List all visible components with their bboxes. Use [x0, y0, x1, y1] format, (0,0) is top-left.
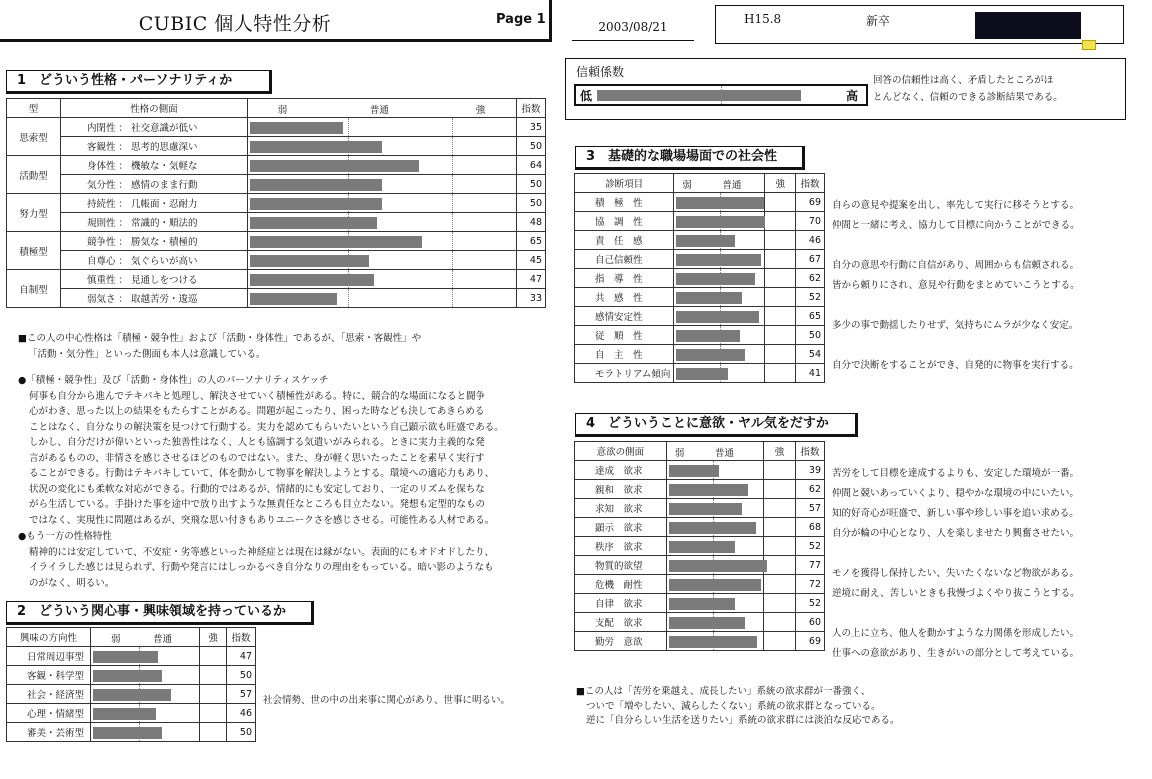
- col-motivation: 意欲の側面: [575, 442, 667, 461]
- redacted-name-block: [975, 12, 1081, 39]
- item-label: 危機 耐性: [575, 575, 667, 594]
- bar-cell: [666, 556, 763, 575]
- sketch-line: 何事も自分から進んでテキパキと処理し、解決させていく積極性がある。特に、競合的な場面になると闘争: [29, 390, 486, 402]
- item-label: 求知 欲求: [575, 499, 667, 518]
- table-row: [575, 269, 825, 288]
- item-label: 感情安定性: [575, 307, 674, 326]
- score-bar: [676, 235, 735, 247]
- document-title: CUBIC 個人特性分析: [138, 13, 332, 35]
- bar-cell: [666, 537, 763, 556]
- item-comment: 苦労をして目標を達成するよりも、安定した環境が一番。: [832, 468, 1080, 479]
- score-value: 60: [796, 613, 825, 632]
- col-strong: 強: [765, 174, 796, 193]
- score-value: 50: [516, 175, 545, 194]
- score-value: 69: [796, 632, 825, 651]
- sketch-line: ではなく、実現性に問題はあるが、突飛な思い付きもありユニークさを感じさせる。可能性ある人材である。: [29, 514, 495, 526]
- score-bar: [250, 179, 382, 191]
- bar-cell: [674, 193, 765, 212]
- section-3-title: 3 基礎的な職場場面での社会性: [575, 146, 805, 170]
- item-label: 顕示 欲求: [575, 518, 667, 537]
- table-row: [7, 270, 546, 289]
- score-bar: [676, 273, 755, 285]
- bar-cell: [666, 632, 763, 651]
- score-value: 41: [796, 364, 825, 383]
- score-bar: [676, 254, 761, 266]
- bar-cell: [247, 175, 516, 194]
- item-label: 自律 欲求: [575, 594, 667, 613]
- bar-cell: [674, 269, 765, 288]
- score-value: 46: [227, 704, 256, 723]
- table-row: [7, 232, 546, 251]
- section-1-title: 1 どういう性格・パーソナリティか: [6, 70, 272, 94]
- sketch-line: しかし、自分だけが偉いといった独善性はなく、人とも協調する気遣いがみられる。ときに実力主義的な発: [29, 437, 485, 448]
- table-row: [575, 307, 825, 326]
- bar-cell: [90, 647, 199, 666]
- bar-cell: [674, 250, 765, 269]
- reliability-label: 信頼係数: [576, 65, 625, 79]
- score-bar: [93, 651, 158, 663]
- sketch-line: 心がわき、思った以上の結果をもたらすことがある。問題が起こったり、困った時なども決してあきらめる: [29, 406, 485, 417]
- col-diagnosis: 診断項目: [575, 174, 674, 193]
- item-label: 従 順 性: [575, 326, 674, 345]
- item-label: 勤労 意欲: [575, 632, 667, 651]
- score-bar: [676, 311, 759, 323]
- item-comment: 逆境に耐え、苦しいときも我慢づよくやり抜こうとする。: [832, 588, 1080, 599]
- bar-cell: [90, 666, 199, 685]
- score-bar: [676, 368, 728, 380]
- personality-summary: ■この人の中心性格は「積極・競争性」および「活動・身体性」であるが、「思索・客観性」や 「活動・気分性」といった側面も本人は意識している。: [18, 333, 422, 360]
- score-bar: [669, 617, 745, 629]
- bar-cell: [247, 194, 516, 213]
- score-bar: [93, 708, 156, 720]
- col-index: 指数: [227, 628, 256, 647]
- bar-cell: [247, 156, 516, 175]
- sketch-line: 状況の変化にも柔軟な対応ができる。行動的ではあるが、情緒的にも安定しており、一定のリズムを保ちな: [29, 483, 485, 495]
- col-scale: 弱 普通: [666, 442, 763, 461]
- table-row: [575, 461, 825, 480]
- bar-cell: [247, 232, 516, 251]
- item-label: 日常周辺事型: [7, 647, 91, 666]
- table-row: [7, 137, 546, 156]
- sketch-line: 言があるものの、非情さを感じさせるほどのものではない。また、身が軽く思いたったことを素早く実行す: [29, 452, 485, 464]
- score-value: 46: [796, 231, 825, 250]
- table-row: [7, 175, 546, 194]
- aspect-label: 弱気さ ： 取越苦労・逡巡: [60, 289, 247, 308]
- bar-cell: [666, 518, 763, 537]
- item-comment: 自分が輪の中心となり、人を楽しませたり興奮させたい。: [832, 528, 1080, 539]
- table-row: [575, 594, 825, 613]
- score-bar: [250, 293, 337, 305]
- score-bar: [669, 503, 742, 515]
- score-value: 67: [796, 250, 825, 269]
- table-row: [575, 231, 825, 250]
- score-value: 50: [796, 326, 825, 345]
- table-row: [7, 685, 256, 704]
- score-bar: [93, 727, 162, 739]
- item-label: 積 極 性: [575, 193, 674, 212]
- table-row: [575, 193, 825, 212]
- table-row: [575, 345, 825, 364]
- item-label: 審美・芸術型: [7, 723, 91, 742]
- table-row: [7, 704, 256, 723]
- score-value: 65: [516, 232, 545, 251]
- table-row: [575, 613, 825, 632]
- bar-cell: [666, 461, 763, 480]
- bar-cell: [666, 480, 763, 499]
- score-bar: [250, 122, 343, 134]
- col-strong: 強: [200, 628, 227, 647]
- score-bar: [669, 541, 735, 553]
- table-row: [575, 499, 825, 518]
- bar-cell: [674, 288, 765, 307]
- motivation-summary: ■この人は「苦労を乗越え、成長したい」系統の欲求群が一番強く、 ついで「増やしたい、減らしたくない」系統の欲求群となっている。 逆に「自分らしい生活を送りたい」系統の欲求群には淡泊な反応である。: [576, 686, 900, 726]
- section-4-title: 4 どういうことに意欲・ヤル気をだすか: [575, 413, 858, 437]
- score-bar: [250, 217, 377, 229]
- reliability-high: 高: [846, 89, 859, 103]
- motivation-table: [574, 441, 825, 651]
- bar-cell: [247, 118, 516, 137]
- score-bar: [250, 236, 422, 248]
- section-2-title: 2 どういう関心事・興味領域を持っているか: [6, 601, 314, 625]
- score-value: 50: [516, 137, 545, 156]
- bar-cell: [247, 137, 516, 156]
- col-scale: [247, 99, 516, 118]
- item-comment: 仕事への意欲があり、生きがいの部分として考えている。: [832, 648, 1080, 659]
- item-label: 物質的欲望: [575, 556, 667, 575]
- score-value: 65: [796, 307, 825, 326]
- col-index: 指数: [516, 99, 545, 118]
- aspect-label: 内閉性 ： 社交意識が低い: [60, 118, 247, 137]
- table-row: [575, 537, 825, 556]
- personality-table: [6, 98, 546, 308]
- score-value: 45: [516, 251, 545, 270]
- aspect-label: 慎重性 ： 見通しをつける: [60, 270, 247, 289]
- score-bar: [669, 484, 748, 496]
- score-value: 52: [796, 288, 825, 307]
- score-bar: [676, 292, 742, 304]
- item-label: 指 導 性: [575, 269, 674, 288]
- score-value: 70: [796, 212, 825, 231]
- score-value: 33: [516, 289, 545, 308]
- score-value: 77: [796, 556, 825, 575]
- score-bar: [250, 255, 369, 267]
- other-line: 精神的には安定していて、不安症・劣等感といった神経症とは現在は縁がない。表面的にもオドオドしたり、: [29, 546, 495, 558]
- score-bar: [676, 197, 764, 209]
- item-comment: 自らの意見や提案を出し、率先して実行に移そうとする。: [832, 200, 1080, 211]
- group-label: 活動型: [7, 156, 61, 194]
- item-label: 共 感 性: [575, 288, 674, 307]
- score-value: 50: [227, 723, 256, 742]
- col-interest: 興味の方向性: [7, 628, 91, 647]
- table-row: [7, 289, 546, 308]
- item-label: モラトリアム傾向: [575, 364, 674, 383]
- group-label: 努力型: [7, 194, 61, 232]
- page-number: Page 1: [496, 12, 546, 27]
- header-period: H15.8: [744, 12, 782, 26]
- score-value: 47: [227, 647, 256, 666]
- item-comment: 人の上に立ち、他人を動かすような力関係を形成したい。: [832, 628, 1080, 639]
- score-value: 68: [796, 518, 825, 537]
- item-label: 責 任 感: [575, 231, 674, 250]
- bar-cell: [666, 575, 763, 594]
- bar-cell: [247, 213, 516, 232]
- other-line: イライラした感じは見られず、行動や発言にはしっかるべき自分なりの理由をもっている。暗い影のようなも: [29, 562, 494, 573]
- table-row: [575, 518, 825, 537]
- score-value: 69: [796, 193, 825, 212]
- col-scale: 弱 普通: [674, 174, 765, 193]
- group-label: 思索型: [7, 118, 61, 156]
- col-type: 型: [7, 99, 61, 118]
- group-label: 自制型: [7, 270, 61, 308]
- score-value: 50: [227, 666, 256, 685]
- interest-table: [6, 627, 256, 742]
- item-label: 協 調 性: [575, 212, 674, 231]
- item-label: 自 主 性: [575, 345, 674, 364]
- col-strong: 強: [764, 442, 796, 461]
- table-row: [7, 723, 256, 742]
- score-bar: [250, 198, 382, 210]
- bar-cell: [674, 345, 765, 364]
- table-row: [575, 556, 825, 575]
- score-bar: [93, 670, 162, 682]
- bar-cell: [247, 251, 516, 270]
- sticky-note-icon[interactable]: [1082, 40, 1096, 50]
- score-value: 57: [227, 685, 256, 704]
- item-comment: 多少の事で動揺したりせず、気持ちにムラが少なく安定。: [832, 320, 1079, 331]
- item-comment: 仲間と一緒に考え、協力して目標に向かうことができる。: [832, 220, 1080, 231]
- table-row: [575, 288, 825, 307]
- reliability-bar: [597, 90, 801, 101]
- col-index: 指数: [796, 442, 825, 461]
- group-label: 積極型: [7, 232, 61, 270]
- aspect-label: 規則性 ： 常識的・順法的: [60, 213, 247, 232]
- score-bar: [250, 141, 382, 153]
- personality-other: [18, 529, 494, 591]
- item-comment: モノを獲得し保持したい、失いたくないなど物欲がある。: [832, 568, 1079, 579]
- personality-sketch: [18, 373, 504, 528]
- table-row: [7, 213, 546, 232]
- aspect-label: 持続性 ： 几帳面・忍耐力: [60, 194, 247, 213]
- table-row: [7, 156, 546, 175]
- header-category: 新卒: [866, 14, 891, 28]
- sketch-title: ●「積極・競争性」及び「活動・身体性」の人のパーソナリティスケッチ: [18, 375, 329, 386]
- table-row: [575, 632, 825, 651]
- score-value: 52: [796, 594, 825, 613]
- col-aspect: 性格の側面: [60, 99, 247, 118]
- item-label: 社会・経済型: [7, 685, 91, 704]
- score-value: 47: [516, 270, 545, 289]
- col-index: 指数: [796, 174, 825, 193]
- score-value: 64: [516, 156, 545, 175]
- item-comment: 仲間と競いあっていくより、穏やかな環境の中にいたい。: [832, 488, 1079, 499]
- bar-cell: [90, 723, 199, 742]
- table-row: [575, 364, 825, 383]
- score-bar: [250, 160, 419, 172]
- bar-cell: [247, 270, 516, 289]
- col-scale: 弱 普通: [90, 628, 199, 647]
- table-row: [575, 326, 825, 345]
- reliability-low: 低: [580, 89, 593, 103]
- sketch-line: がら生活している。手掛けた事を途中で放り出すような無責任なところも目立たない。発想も定型的なもの: [29, 499, 486, 510]
- item-comment: 皆から頼りにされ、意見や行動をまとめていこうとする。: [832, 280, 1080, 291]
- table-row: [7, 666, 256, 685]
- score-bar: [669, 598, 735, 610]
- table-row: [575, 480, 825, 499]
- score-bar: [669, 579, 761, 591]
- score-bar: [669, 560, 767, 572]
- score-value: 62: [796, 480, 825, 499]
- sketch-line: ることができる。行動はテキパキしていて、体を動かして物事を解決しようとする。環境への適応力もあり、: [29, 468, 495, 479]
- table-row: [7, 251, 546, 270]
- score-bar: [250, 274, 374, 286]
- score-value: 57: [796, 499, 825, 518]
- bar-cell: [90, 685, 199, 704]
- item-comment: 自分の意思や行動に自信があり、周囲からも信頼される。: [832, 260, 1080, 271]
- aspect-label: 競争性 ： 勝気な・積極的: [60, 232, 247, 251]
- score-bar: [676, 349, 745, 361]
- col-normal: 普通: [369, 105, 389, 116]
- item-label: 親和 欲求: [575, 480, 667, 499]
- bar-cell: [674, 212, 765, 231]
- score-value: 72: [796, 575, 825, 594]
- table-row: [575, 575, 825, 594]
- score-value: 54: [796, 345, 825, 364]
- report-date: 2003/08/21: [572, 14, 694, 41]
- aspect-label: 身体性 ： 機敏な・気軽な: [60, 156, 247, 175]
- score-value: 35: [516, 118, 545, 137]
- item-label: 心理・情緒型: [7, 704, 91, 723]
- col-strong: 強: [475, 105, 486, 116]
- bar-cell: [666, 499, 763, 518]
- score-value: 39: [796, 461, 825, 480]
- score-bar: [669, 636, 757, 648]
- table-row: [7, 118, 546, 137]
- item-label: 秩序 欲求: [575, 537, 667, 556]
- item-comment: 知的好奇心が旺盛で、新しい事や珍しい事を追い求める。: [832, 508, 1079, 519]
- bar-cell: [674, 364, 765, 383]
- interest-comment: 社会情勢、世の中の出来事に関心があり、世事に明るい。: [263, 695, 511, 706]
- bar-cell: [666, 594, 763, 613]
- table-row: [7, 194, 546, 213]
- score-value: 50: [516, 194, 545, 213]
- aspect-label: 自尊心 ： 気ぐらいが高い: [60, 251, 247, 270]
- score-bar: [669, 522, 756, 534]
- item-comment: 自分で決断をすることができ、自発的に物事を実行する。: [832, 360, 1079, 371]
- bar-cell: [674, 326, 765, 345]
- score-bar: [669, 465, 719, 477]
- score-value: 62: [796, 269, 825, 288]
- score-bar: [93, 689, 171, 701]
- aspect-label: 客観性 ： 思考的思慮深い: [60, 137, 247, 156]
- col-weak: 弱: [277, 105, 288, 116]
- reliability-text: 回答の信頼性は高く、矛盾したところがほ とんどなく、信頼のできる診断結果である。: [873, 75, 1063, 103]
- score-value: 52: [796, 537, 825, 556]
- bar-cell: [90, 704, 199, 723]
- item-label: 達成 欲求: [575, 461, 667, 480]
- sketch-line: ことはなく、自分なりの解決策を見つけて行動する。実力を認めてもらいたいという自己顕示欲も旺盛である。: [29, 421, 504, 433]
- table-row: [7, 647, 256, 666]
- bar-cell: [666, 613, 763, 632]
- bar-cell: [674, 231, 765, 250]
- other-title: ●もう一方の性格特性: [18, 531, 112, 542]
- bar-cell: [674, 307, 765, 326]
- bar-cell: [247, 289, 516, 308]
- score-value: 48: [516, 213, 545, 232]
- item-label: 客観・科学型: [7, 666, 91, 685]
- item-label: 支配 欲求: [575, 613, 667, 632]
- item-label: 自己信頼性: [575, 250, 674, 269]
- table-row: [575, 250, 825, 269]
- aspect-label: 気分性 ： 感情のまま行動: [60, 175, 247, 194]
- other-line: のがなく、明るい。: [29, 577, 115, 589]
- score-bar: [676, 216, 765, 228]
- social-table: [574, 173, 825, 383]
- score-bar: [676, 330, 740, 342]
- table-row: [575, 212, 825, 231]
